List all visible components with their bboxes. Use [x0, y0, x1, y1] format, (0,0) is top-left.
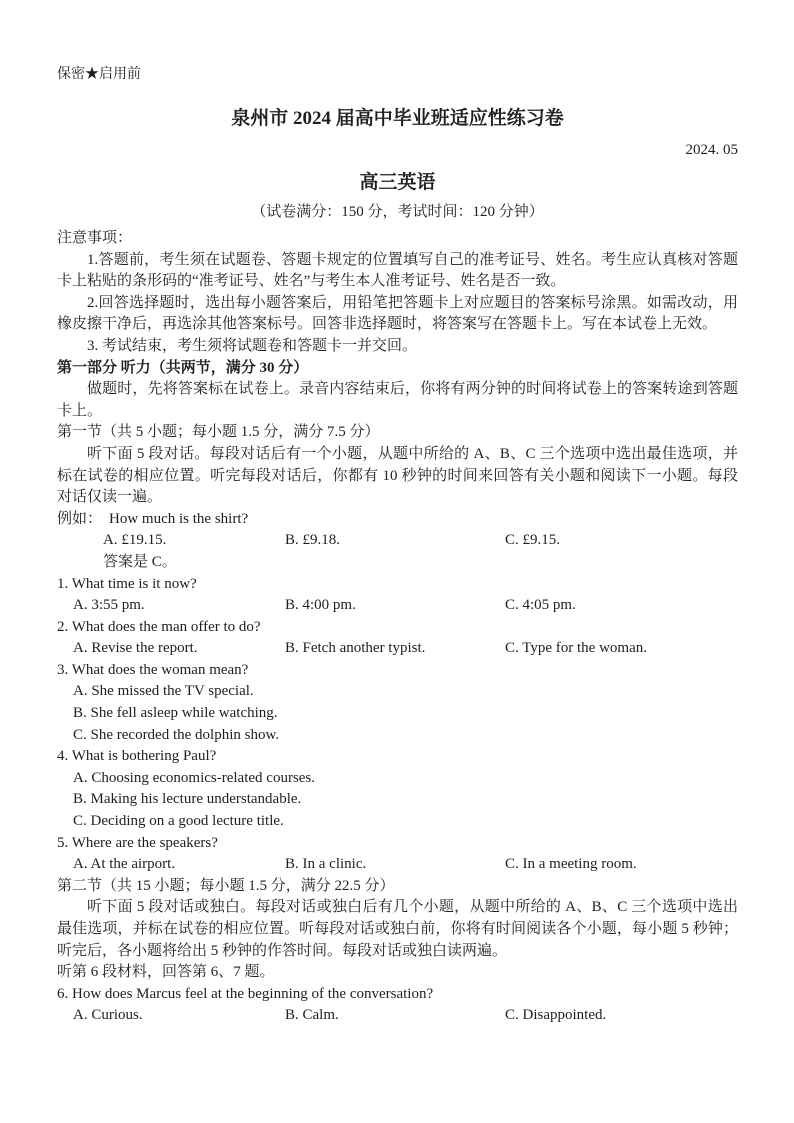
question-4-text: 4. What is bothering Paul? [57, 748, 217, 765]
question-5-text: 5. Where are the speakers? [57, 834, 218, 851]
section1-instructions: 听下面 5 段对话。每段对话后有一个小题，从题中所给的 A、B、C 三个选项中选出最佳选项，并标在试卷的相应位置。听完每段对话后，你都有 10 秒钟的时间来回答有关小题和阅读下一小题。每段对话仅读一遍。 [57, 445, 738, 506]
subject-title: 高三英语 [359, 172, 436, 193]
question-6-options [57, 1005, 738, 1027]
part1-intro: 做题时，先将答案标在试卷上。录音内容结束后，你将有两分钟的时间将试卷上的答案转途到答题卡上。 [57, 381, 738, 419]
notice-item-1: 1.答题前，考生须在试题卷、答题卡规定的位置填写自己的准考证号、姓名。考生应认真核对答题卡上粘贴的条形码的“准考证号、姓名”与考生本人准考证号、姓名是否一致。 [57, 251, 738, 290]
question-2-options [57, 638, 738, 660]
question-5-options [57, 854, 738, 876]
question-2-option-c: C. Type for the woman. [505, 640, 647, 657]
example-question: How much is the shirt? [109, 510, 249, 527]
question-5-option-b: B. In a clinic. [285, 856, 367, 873]
paper-title: 泉州市 2024 届高中毕业班适应性练习卷 [231, 108, 564, 129]
notice-heading: 注意事项： [57, 230, 133, 246]
question-6-option-c: C. Disappointed. [505, 1007, 607, 1024]
question-1-option-b: B. 4:00 pm. [285, 597, 356, 614]
example-option-a: A. £19.15. [103, 532, 167, 549]
question-4-option-b: B. Making his lecture understandable. [73, 791, 302, 808]
example-question-line [57, 509, 738, 531]
example-option-c: C. £9.15. [505, 532, 561, 549]
question-4-option-a: A. Choosing economics-related courses. [73, 769, 316, 786]
notice-item-3: 3. 考试结束，考生须将试题卷和答题卡一并交回。 [87, 337, 418, 354]
example-option-b: B. £9.18. [285, 532, 341, 549]
question-2-option-a: A. Revise the report. [73, 640, 198, 657]
question-3-option-a: A. She missed the TV special. [73, 683, 254, 700]
paper-date: 2024. 05 [685, 142, 738, 158]
question-1-options [57, 595, 738, 617]
question-3-option-b: B. She fell asleep while watching. [73, 705, 278, 722]
question-1-option-c: C. 4:05 pm. [505, 597, 576, 614]
paper-body [57, 228, 738, 1027]
question-5-option-a: A. At the airport. [73, 856, 176, 873]
question-4-option-c: C. Deciding on a good lecture title. [73, 813, 284, 830]
question-1-option-a: A. 3:55 pm. [73, 597, 145, 614]
section2-heading: 第二节（共 15 小题；每小题 1.5 分，满分 22.5 分） [57, 877, 395, 894]
example-label: 例如： [57, 510, 103, 527]
question-6-option-a: A. Curious. [73, 1007, 143, 1024]
question-3-option-c: C. She recorded the dolphin show. [73, 726, 280, 743]
section1-heading: 第一节（共 5 小题；每小题 1.5 分，满分 7.5 分） [57, 424, 380, 441]
question-1-text: 1. What time is it now? [57, 575, 197, 592]
question-2-text: 2. What does the man offer to do? [57, 618, 261, 635]
question-6-text: 6. How does Marcus feel at the beginning of the conversation? [57, 985, 434, 1002]
question-5-option-c: C. In a meeting room. [505, 856, 637, 873]
example-options-row [57, 530, 738, 552]
security-notice: 保密★启用前 [57, 67, 141, 82]
question-2-option-b: B. Fetch another typist. [285, 640, 426, 657]
notice-item-2: 2.回答选择题时，选出每小题答案后，用铅笔把答题卡上对应题目的答案标号涂黑。如需改动，用橡皮擦干净后，再选涂其他答案标号。回答非选择题时，将答案写在答题卡上。写在本试卷上无效。 [57, 294, 738, 333]
section2-material-note: 听第 6 段材料，回答第 6、7 题。 [57, 964, 275, 981]
question-3-text: 3. What does the woman mean? [57, 661, 249, 678]
section2-instructions: 听下面 5 段对话或独白。每段对话或独白后有几个小题，从题中所给的 A、B、C 三个选项中选出最佳选项，并标在试卷的相应位置。听每段对话或独白前，你将有时间阅读各个小题，每小题 5 秒钟；听完后，各小题将给出 5 秒钟的作答时间。每段对话或独白读两遍。 [57, 899, 738, 959]
example-answer-note: 答案是 C。 [103, 553, 177, 570]
exam-info: （试卷满分：150 分，考试时间：120 分钟） [251, 204, 544, 220]
part1-heading: 第一部分 听力（共两节，满分 30 分） [57, 359, 309, 376]
question-6-option-b: B. Calm. [285, 1007, 339, 1024]
